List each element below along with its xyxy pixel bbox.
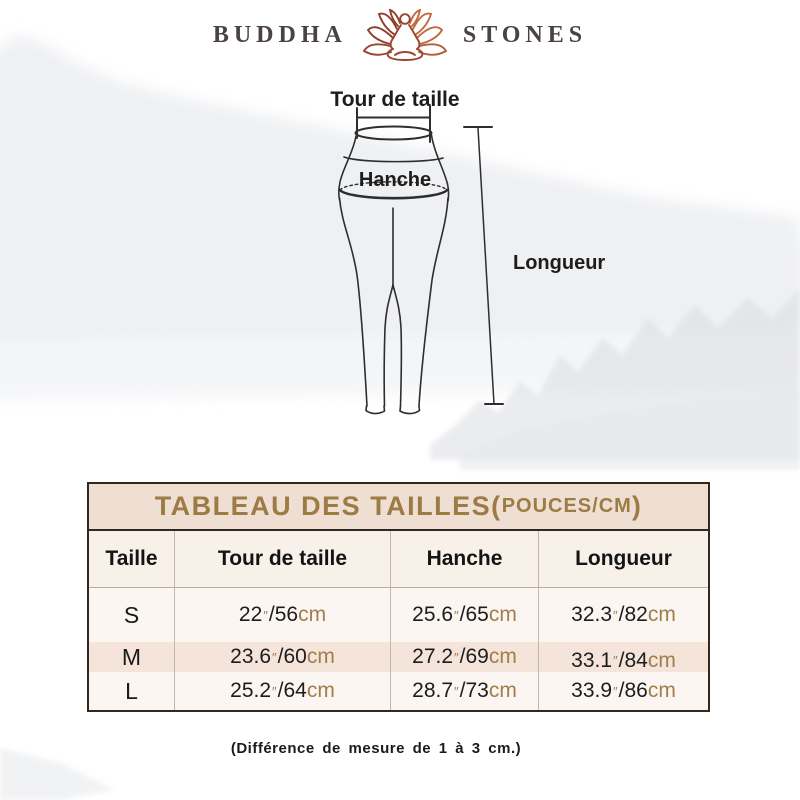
column-header-taille: Taille [89, 531, 174, 588]
inch-mark: ″ [454, 649, 459, 665]
cm-unit: cm [306, 679, 335, 702]
row-s-waist: 22 ″ / 56 cm [174, 588, 390, 642]
column-header-hanche: Hanche [390, 531, 538, 588]
waistband-ellipse [356, 127, 432, 140]
row-m-length: 33.1 ″ / 84 cm [538, 642, 708, 672]
row-l-size: L [89, 672, 174, 710]
column-header-longueur: Longueur [538, 531, 708, 588]
row-l-length: 33.9 ″ / 86 cm [538, 672, 708, 710]
cm-unit: cm [488, 645, 517, 668]
inch-mark: ″ [613, 683, 618, 699]
inch-mark: ″ [263, 607, 268, 623]
size-table-title-text: TABLEAU DES TAILLES( [154, 491, 502, 521]
cm-unit: cm [647, 648, 676, 672]
left-cuff [366, 406, 385, 414]
inch-mark: ″ [613, 653, 618, 668]
inch-mark: ″ [613, 607, 618, 623]
size-table-title-close: ) [631, 491, 643, 521]
brand-header [0, 6, 800, 64]
hip-measure-label: Hanche [358, 169, 432, 191]
row-m-size: M [89, 642, 174, 672]
row-l-hip: 28.7 ″ / 73 cm [390, 672, 538, 710]
size-table-grid [89, 531, 708, 710]
cm-unit: cm [488, 603, 517, 626]
waist-measure-label: Tour de taille [330, 88, 460, 111]
measurement-tolerance-note: (Différence de mesure de 1 à 3 cm.) [230, 740, 522, 757]
size-table-title-unit: POUCES/CM [501, 495, 632, 517]
leggings-diagram [280, 80, 600, 420]
brand-name-right: STONES [462, 21, 588, 48]
cm-unit: cm [647, 679, 676, 702]
size-table [87, 482, 710, 712]
size-table-title [89, 484, 708, 531]
inch-mark: ″ [272, 683, 277, 699]
inch-mark: ″ [454, 683, 459, 699]
row-m-hip: 27.2 ″ / 69 cm [390, 642, 538, 672]
column-header-tour-de-taille: Tour de taille [174, 531, 390, 588]
row-s-hip: 25.6 ″ / 65 cm [390, 588, 538, 642]
inch-mark: ″ [454, 607, 459, 623]
right-cuff [400, 406, 420, 414]
row-l-waist: 25.2 ″ / 64 cm [174, 672, 390, 710]
inch-mark: ″ [272, 649, 277, 665]
cm-unit: cm [306, 645, 335, 668]
lotus-meditation-icon [361, 6, 449, 64]
row-m-waist: 23.6 ″ / 60 cm [174, 642, 390, 672]
row-s-size: S [89, 588, 174, 642]
length-measure-label: Longueur [513, 252, 606, 274]
cm-unit: cm [647, 603, 676, 626]
cm-unit: cm [298, 603, 327, 626]
row-s-length: 32.3 ″ / 82 cm [538, 588, 708, 642]
brand-name-left: BUDDHA [212, 21, 347, 48]
length-line [478, 128, 494, 404]
cm-unit: cm [488, 679, 517, 702]
